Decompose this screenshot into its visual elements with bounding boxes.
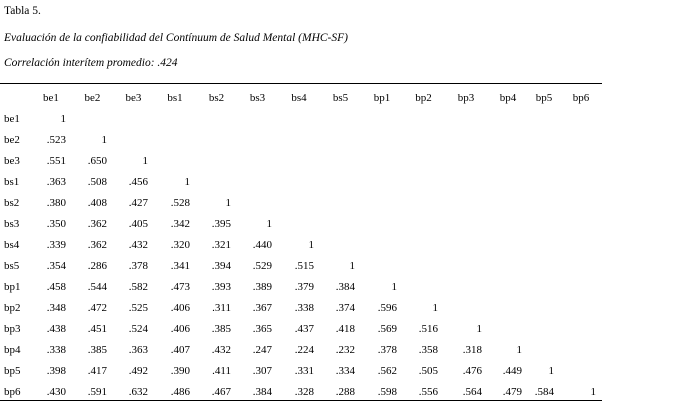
table-cell: .406 (170, 323, 190, 335)
table-row (0, 361, 602, 382)
table-cell: 1 (60, 113, 66, 125)
table-cell (237, 151, 278, 172)
table-cell (403, 256, 444, 277)
column-header: bp3 (457, 92, 475, 104)
table-cell: .342 (170, 218, 190, 230)
table-cell (560, 172, 602, 193)
table-cell (237, 193, 278, 214)
table-cell (444, 193, 488, 214)
row-header: be3 (4, 155, 20, 167)
table-cell: .505 (418, 365, 438, 377)
table-cell (403, 130, 444, 151)
table-cell: .338 (46, 344, 66, 356)
table-cell: .247 (252, 344, 272, 356)
table-cell: .440 (252, 239, 272, 251)
average-interitem-correlation: Correlación interítem promedio: .424 (4, 57, 178, 69)
table-cell (560, 235, 602, 256)
table-row (0, 130, 602, 151)
table-cell: .398 (46, 365, 66, 377)
column-header: be2 (84, 92, 101, 104)
table-row (0, 109, 602, 130)
table-row (0, 193, 602, 214)
column-header: bs3 (249, 92, 266, 104)
row-header: bp6 (4, 386, 21, 398)
row-header: bp5 (4, 365, 21, 377)
table-cell: .406 (170, 302, 190, 314)
table-cell (237, 109, 278, 130)
table-cell: .405 (128, 218, 148, 230)
table-cell (444, 235, 488, 256)
table-cell (560, 361, 602, 382)
table-cell: 1 (349, 260, 355, 272)
table-cell (278, 172, 320, 193)
table-cell: .456 (128, 176, 148, 188)
table-cell: .472 (87, 302, 107, 314)
table-cell (528, 277, 560, 298)
table-cell: .544 (87, 281, 107, 293)
table-cell: 1 (476, 323, 482, 335)
table-cell: .365 (252, 323, 272, 335)
table-row (0, 214, 602, 235)
table-cell (528, 151, 560, 172)
table-cell: .385 (211, 323, 231, 335)
table-cell (320, 109, 361, 130)
table-cell (488, 172, 528, 193)
table-cell: .362 (87, 239, 107, 251)
table-cell: .516 (418, 323, 438, 335)
table-cell (528, 214, 560, 235)
table-cell (361, 235, 403, 256)
table-row (0, 172, 602, 193)
table-cell (320, 151, 361, 172)
table-cell: .389 (252, 281, 272, 293)
table-cell: .354 (46, 260, 66, 272)
table-row (0, 235, 602, 256)
row-header: bp3 (4, 323, 21, 335)
table-cell (403, 235, 444, 256)
table-cell: .224 (294, 344, 314, 356)
table-cell (528, 298, 560, 319)
table-cell (560, 130, 602, 151)
table-cell: .380 (46, 197, 66, 209)
row-header: bs5 (4, 260, 20, 272)
table-cell: .232 (335, 344, 355, 356)
table-cell: 1 (142, 155, 148, 167)
table-cell (528, 193, 560, 214)
table-cell (488, 193, 528, 214)
column-header: bp2 (415, 92, 432, 104)
table-cell: .318 (462, 344, 482, 356)
table-row (0, 340, 602, 361)
table-cell (444, 298, 488, 319)
table-cell (528, 256, 560, 277)
table-cell: 1 (516, 344, 522, 356)
column-header: bp6 (572, 92, 590, 104)
table-cell: .384 (335, 281, 355, 293)
table-cell: .411 (212, 365, 231, 377)
table-cell (488, 319, 528, 340)
table-cell: .408 (87, 197, 107, 209)
table-cell: .508 (87, 176, 107, 188)
table-cell: .311 (212, 302, 231, 314)
table-cell: 1 (548, 365, 554, 377)
table-cell: .473 (170, 281, 190, 293)
table-cell (154, 151, 196, 172)
table-cell: .525 (128, 302, 148, 314)
table-cell: .390 (170, 365, 190, 377)
correlation-matrix-table (0, 88, 602, 403)
column-header: be1 (43, 92, 59, 104)
table-cell: .515 (294, 260, 314, 272)
table-cell: .338 (294, 302, 314, 314)
table-cell: .328 (294, 386, 314, 398)
table-cell (237, 172, 278, 193)
table-cell (444, 130, 488, 151)
table-cell (403, 193, 444, 214)
table-cell: .307 (252, 365, 272, 377)
table-cell (560, 193, 602, 214)
table-cell: .384 (252, 386, 272, 398)
table-cell: .562 (377, 365, 397, 377)
table-cell (361, 214, 403, 235)
table-cell: .374 (335, 302, 355, 314)
table-cell (196, 109, 237, 130)
table-cell: .363 (128, 344, 148, 356)
table-row (0, 298, 602, 319)
table-cell (278, 151, 320, 172)
table-row (0, 151, 602, 172)
table-cell (444, 109, 488, 130)
table-cell (403, 214, 444, 235)
table-cell (72, 109, 113, 130)
table-cell: .524 (128, 323, 148, 335)
table-cell: .449 (502, 365, 522, 377)
table-cell: .451 (87, 323, 107, 335)
matrix-body (0, 109, 602, 403)
row-header: bs4 (4, 239, 20, 251)
table-cell: .564 (462, 386, 482, 398)
row-header: bp2 (4, 302, 21, 314)
table-cell (403, 172, 444, 193)
table-cell: 1 (225, 197, 231, 209)
table-cell: .362 (87, 218, 107, 230)
table-cell: .591 (87, 386, 107, 398)
table-cell (403, 277, 444, 298)
table-cell (560, 109, 602, 130)
table-cell: .528 (170, 197, 190, 209)
table-cell: 1 (266, 218, 272, 230)
table-cell (528, 109, 560, 130)
table-cell: .417 (87, 365, 107, 377)
table-cell: .378 (377, 344, 397, 356)
table-cell (488, 298, 528, 319)
table-cell: .458 (46, 281, 66, 293)
table-cell (488, 235, 528, 256)
table-cell (560, 256, 602, 277)
table-cell (196, 130, 237, 151)
table-cell: 1 (308, 239, 314, 251)
row-header: bp1 (4, 281, 21, 293)
table-cell: 1 (184, 176, 190, 188)
row-header: bs2 (4, 197, 20, 209)
table-cell (528, 172, 560, 193)
table-cell: .320 (170, 239, 190, 251)
table-cell (560, 151, 602, 172)
table-cell (444, 172, 488, 193)
table-cell (113, 130, 154, 151)
table-cell: .432 (211, 344, 231, 356)
table-cell: .551 (46, 155, 66, 167)
table-cell (320, 130, 361, 151)
table-cell: .529 (252, 260, 272, 272)
table-cell (361, 130, 403, 151)
table-cell (560, 214, 602, 235)
table-cell: 1 (432, 302, 438, 314)
table-cell: .286 (87, 260, 107, 272)
table-cell: .407 (170, 344, 190, 356)
table-cell (488, 151, 528, 172)
table-cell: .650 (87, 155, 107, 167)
table-cell: .288 (335, 386, 355, 398)
table-cell: .350 (46, 218, 66, 230)
table-cell: .569 (377, 323, 397, 335)
table-cell (361, 109, 403, 130)
table-cell (237, 130, 278, 151)
table-cell (403, 151, 444, 172)
table-cell: 1 (101, 134, 107, 146)
row-header: be1 (4, 113, 20, 125)
table-cell: .363 (46, 176, 66, 188)
table-cell: .321 (211, 239, 231, 251)
table-cell: 1 (391, 281, 397, 293)
table-cell: .348 (46, 302, 66, 314)
table-cell (560, 340, 602, 361)
table-cell (528, 235, 560, 256)
row-header: bs1 (4, 176, 20, 188)
table-cell: .486 (170, 386, 190, 398)
column-header: bs4 (291, 92, 307, 104)
table-cell (528, 130, 560, 151)
table-cell: .395 (211, 218, 231, 230)
table-cell (488, 130, 528, 151)
table-cell: .367 (252, 302, 272, 314)
table-cell (560, 319, 602, 340)
table-cell (113, 109, 154, 130)
table-cell: .394 (211, 260, 231, 272)
table-cell (196, 151, 237, 172)
table-cell: .596 (377, 302, 397, 314)
table-cell: .584 (534, 386, 554, 398)
table-top-rule (0, 83, 602, 84)
table-cell (361, 151, 403, 172)
table-cell: .358 (418, 344, 438, 356)
table-cell (278, 214, 320, 235)
table-title: Evaluación de la confiabilidad del Contínuum de Salud Mental (MHC-SF) (4, 32, 348, 44)
table-cell: .432 (128, 239, 148, 251)
row-header: be2 (4, 134, 20, 146)
table-cell (361, 172, 403, 193)
column-header: bs2 (208, 92, 225, 104)
table-cell: .479 (502, 386, 522, 398)
table-cell (444, 256, 488, 277)
table-cell: .438 (46, 323, 66, 335)
table-cell (278, 130, 320, 151)
table-cell (488, 277, 528, 298)
table-cell: .467 (211, 386, 231, 398)
header-row (0, 88, 602, 109)
table-cell (444, 277, 488, 298)
table-cell: .598 (377, 386, 397, 398)
table-cell (278, 193, 320, 214)
table-label: Tabla 5. (4, 5, 41, 17)
table-cell (154, 130, 196, 151)
column-header: bp4 (499, 92, 517, 104)
table-cell (444, 214, 488, 235)
table-cell (320, 193, 361, 214)
column-header: bp5 (535, 92, 553, 104)
table-cell (320, 235, 361, 256)
column-header: bs1 (167, 92, 183, 104)
table-cell (488, 214, 528, 235)
table-cell: .476 (462, 365, 482, 377)
column-header: be3 (125, 92, 142, 104)
table-cell (488, 256, 528, 277)
column-header: bp1 (373, 92, 391, 104)
table-cell (403, 109, 444, 130)
column-header: bs5 (332, 92, 349, 104)
table-cell (154, 109, 196, 130)
table-cell: .556 (418, 386, 438, 398)
table-cell: .418 (335, 323, 355, 335)
table-cell: .378 (128, 260, 148, 272)
row-header: bp4 (4, 344, 21, 356)
table-row (0, 319, 602, 340)
table-cell: .334 (335, 365, 355, 377)
table-cell: .331 (294, 365, 314, 377)
table-cell (320, 172, 361, 193)
table-cell: .379 (294, 281, 314, 293)
table-cell: .341 (170, 260, 190, 272)
table-cell: .339 (46, 239, 66, 251)
table-cell (444, 151, 488, 172)
table-cell: .582 (128, 281, 148, 293)
corner-cell (0, 88, 30, 109)
table-cell: 1 (590, 386, 596, 398)
row-header: bs3 (4, 218, 20, 230)
table-cell: .393 (211, 281, 231, 293)
table-cell (196, 172, 237, 193)
table-cell: .632 (128, 386, 148, 398)
table-cell: .437 (294, 323, 314, 335)
table-cell: .492 (128, 365, 148, 377)
table-cell (278, 109, 320, 130)
table-cell (560, 277, 602, 298)
table-cell: .427 (128, 197, 148, 209)
table-bottom-rule (0, 400, 602, 401)
table-row (0, 277, 602, 298)
table-cell: .430 (46, 386, 66, 398)
table-cell: .385 (87, 344, 107, 356)
table-cell: .523 (46, 134, 66, 146)
table-cell (361, 193, 403, 214)
table-cell (560, 298, 602, 319)
table-cell (361, 256, 403, 277)
table-cell (320, 214, 361, 235)
table-cell (528, 340, 560, 361)
table-cell (488, 109, 528, 130)
table-row (0, 256, 602, 277)
table-cell (528, 319, 560, 340)
